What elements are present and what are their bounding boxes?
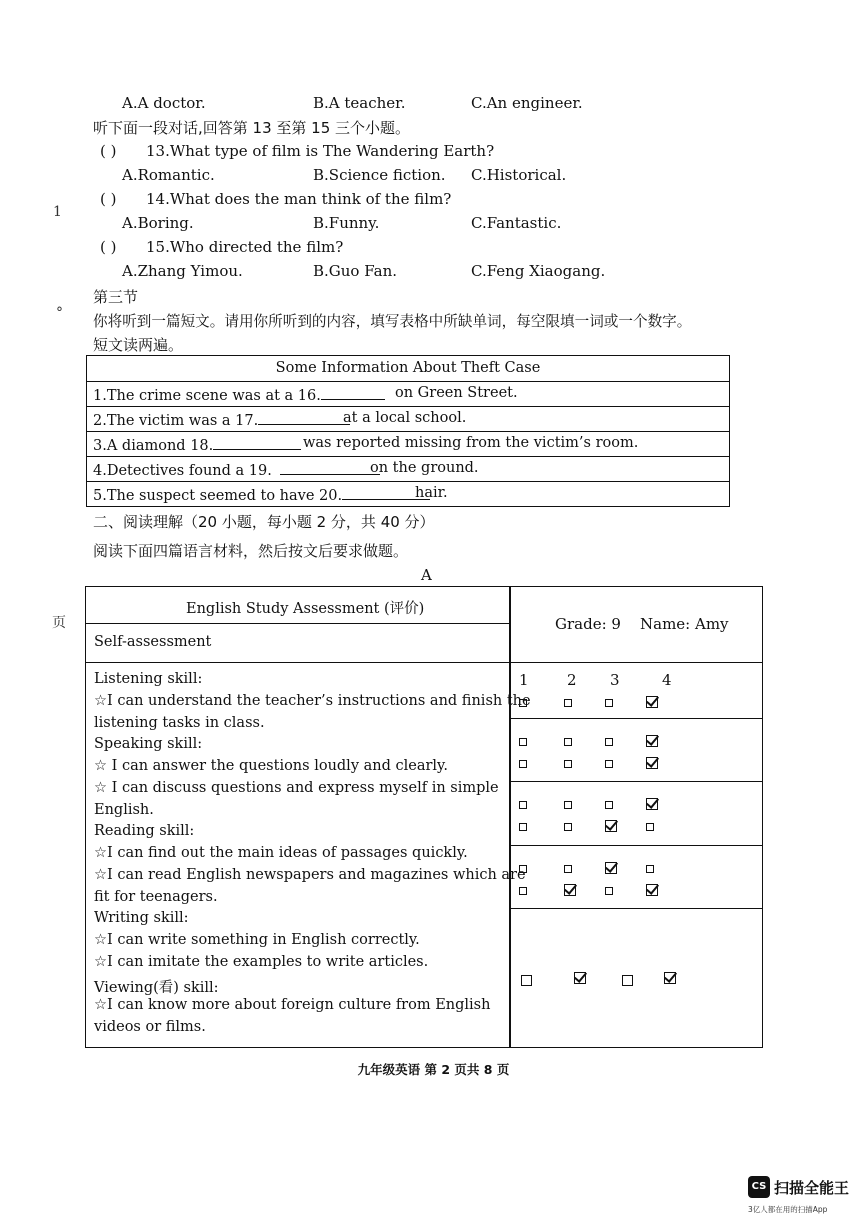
row-text: 4.Detectives found a 19.	[93, 463, 272, 479]
table-row	[87, 481, 729, 506]
empty-box-icon[interactable]	[519, 865, 527, 873]
answer-paren: ( )	[100, 142, 117, 160]
empty-box-icon[interactable]	[564, 823, 572, 831]
empty-box-icon[interactable]	[646, 865, 654, 873]
assessment-subtitle: Self-assessment	[94, 634, 212, 650]
skill-statement: listening tasks in class.	[94, 715, 265, 731]
row-divider	[509, 908, 762, 909]
row-divider	[509, 781, 762, 782]
checked-box-icon[interactable]	[646, 798, 658, 810]
skill-statement: ☆I can imitate the examples to write articles.	[94, 954, 429, 970]
table-row	[87, 431, 729, 456]
margin-dot: °	[56, 305, 63, 321]
skill-statement: ☆I can know more about foreign culture from English	[94, 997, 491, 1013]
question-text: 15.Who directed the film?	[146, 238, 344, 256]
skill-heading: Listening skill:	[94, 671, 203, 687]
brand-name: 扫描全能王	[774, 1179, 850, 1197]
checked-box-icon[interactable]	[646, 735, 658, 747]
answer-paren: ( )	[100, 238, 117, 256]
page-footer: 九年级英语 第 2 页共 8 页	[357, 1062, 510, 1077]
empty-box-icon[interactable]	[519, 699, 527, 707]
option-a: A.Zhang Yimou.	[122, 262, 243, 280]
column-divider	[509, 587, 511, 1047]
empty-box-icon[interactable]	[564, 738, 572, 746]
option-a: A.Romantic.	[122, 166, 215, 184]
empty-box-icon[interactable]	[519, 738, 527, 746]
table-row	[87, 456, 729, 481]
skill-heading: Viewing(看) skill:	[94, 980, 219, 996]
reading-title: 二、阅读理解（20 小题，每小题 2 分，共 40 分）	[93, 513, 435, 531]
scale-number: 1	[519, 671, 529, 689]
row-text: on the ground.	[370, 460, 479, 476]
empty-box-icon[interactable]	[519, 887, 527, 895]
section-instruction: 短文读两遍。	[93, 336, 184, 354]
skill-heading: Speaking skill:	[94, 736, 203, 752]
empty-box-icon[interactable]	[605, 887, 613, 895]
table-row	[87, 381, 729, 406]
empty-box-icon[interactable]	[519, 760, 527, 768]
reading-instruction: 阅读下面四篇语言材料，然后按文后要求做题。	[93, 542, 409, 560]
answer-blank-17[interactable]	[258, 410, 350, 425]
empty-box-icon[interactable]	[622, 975, 633, 986]
skill-statement: ☆I can write something in English correctly.	[94, 932, 420, 948]
empty-box-icon[interactable]	[605, 801, 613, 809]
option-a: A.A doctor.	[122, 94, 206, 112]
empty-box-icon[interactable]	[564, 865, 572, 873]
skill-heading: Reading skill:	[94, 823, 195, 839]
empty-box-icon[interactable]	[605, 760, 613, 768]
option-b: B.Guo Fan.	[313, 262, 397, 280]
section-instruction: 你将听到一篇短文。请用你所听到的内容，填写表格中所缺单词，每空限填一词或一个数字。	[93, 313, 692, 330]
option-b: B.Science fiction.	[313, 166, 446, 184]
checked-box-icon[interactable]	[664, 972, 676, 984]
row-text: 5.The suspect seemed to have 20.	[93, 488, 343, 504]
row-text: hair.	[415, 485, 448, 501]
empty-box-icon[interactable]	[564, 801, 572, 809]
option-b: B.Funny.	[313, 214, 380, 232]
skill-statement: fit for teenagers.	[94, 889, 218, 905]
skill-statement: ☆I can understand the teacher’s instructions and finish the	[94, 693, 531, 709]
empty-box-icon[interactable]	[519, 801, 527, 809]
row-divider	[86, 623, 509, 624]
option-c: C.Feng Xiaogang.	[471, 262, 606, 280]
skill-statement: English.	[94, 802, 154, 818]
empty-box-icon[interactable]	[521, 975, 532, 986]
empty-box-icon[interactable]	[605, 699, 613, 707]
row-text: at a local school.	[343, 410, 467, 426]
skill-heading: Writing skill:	[94, 910, 189, 926]
option-c: C.An engineer.	[471, 94, 583, 112]
scale-number: 4	[662, 671, 672, 689]
checked-box-icon[interactable]	[574, 972, 586, 984]
passage-label: A	[421, 566, 432, 584]
row-text: on Green Street.	[395, 385, 518, 401]
margin-mark: 1	[53, 204, 62, 220]
option-a: A.Boring.	[122, 214, 194, 232]
row-divider	[509, 845, 762, 846]
empty-box-icon[interactable]	[605, 738, 613, 746]
checked-box-icon[interactable]	[646, 757, 658, 769]
answer-blank-16[interactable]	[321, 385, 385, 400]
option-c: C.Fantastic.	[471, 214, 562, 232]
answer-paren: ( )	[100, 190, 117, 208]
question-text: 13.What type of film is The Wandering Earth?	[146, 142, 495, 160]
assessment-title: English Study Assessment (评价)	[186, 601, 425, 617]
table-header: Some Information About Theft Case	[275, 360, 541, 376]
option-b: B.A teacher.	[313, 94, 406, 112]
row-divider	[86, 662, 762, 663]
theft-info-table	[86, 355, 730, 507]
skill-statement: ☆I can read English newspapers and magazines which are	[94, 867, 526, 883]
scale-number: 2	[567, 671, 577, 689]
margin-mark: 页	[52, 615, 66, 631]
row-text: 1.The crime scene was at a 16.	[93, 388, 321, 404]
grade-name: Grade: 9 Name: Amy	[555, 615, 729, 633]
scale-number: 3	[610, 671, 620, 689]
empty-box-icon[interactable]	[564, 699, 572, 707]
dialog-instruction: 听下面一段对话,回答第 13 至第 15 三个小题。	[93, 119, 411, 137]
answer-blank-18[interactable]	[213, 435, 301, 450]
skill-statement: ☆ I can answer the questions loudly and clearly.	[94, 758, 448, 774]
empty-box-icon[interactable]	[564, 760, 572, 768]
skill-statement: videos or films.	[94, 1019, 206, 1035]
checked-box-icon[interactable]	[646, 884, 658, 896]
answer-blank-19[interactable]	[280, 460, 380, 475]
camscanner-logo-icon: CS	[748, 1176, 770, 1198]
row-divider	[509, 718, 762, 719]
row-text: 2.The victim was a 17.	[93, 413, 259, 429]
checked-box-icon[interactable]	[564, 884, 576, 896]
checked-box-icon[interactable]	[605, 862, 617, 874]
option-c: C.Historical.	[471, 166, 567, 184]
skill-statement: ☆I can find out the main ideas of passages quickly.	[94, 845, 468, 861]
checked-box-icon[interactable]	[605, 820, 617, 832]
table-row	[87, 406, 729, 431]
brand-tagline: 3亿人都在用的扫描App	[748, 1205, 828, 1214]
empty-box-icon[interactable]	[519, 823, 527, 831]
empty-box-icon[interactable]	[646, 823, 654, 831]
assessment-table	[85, 586, 763, 1048]
skill-statement: ☆ I can discuss questions and express myself in simple	[94, 780, 499, 796]
row-text: was reported missing from the victim’s room.	[303, 435, 639, 451]
section-title: 第三节	[93, 288, 139, 306]
checked-box-icon[interactable]	[646, 696, 658, 708]
question-text: 14.What does the man think of the film?	[146, 190, 452, 208]
row-text: 3.A diamond 18.	[93, 438, 214, 454]
